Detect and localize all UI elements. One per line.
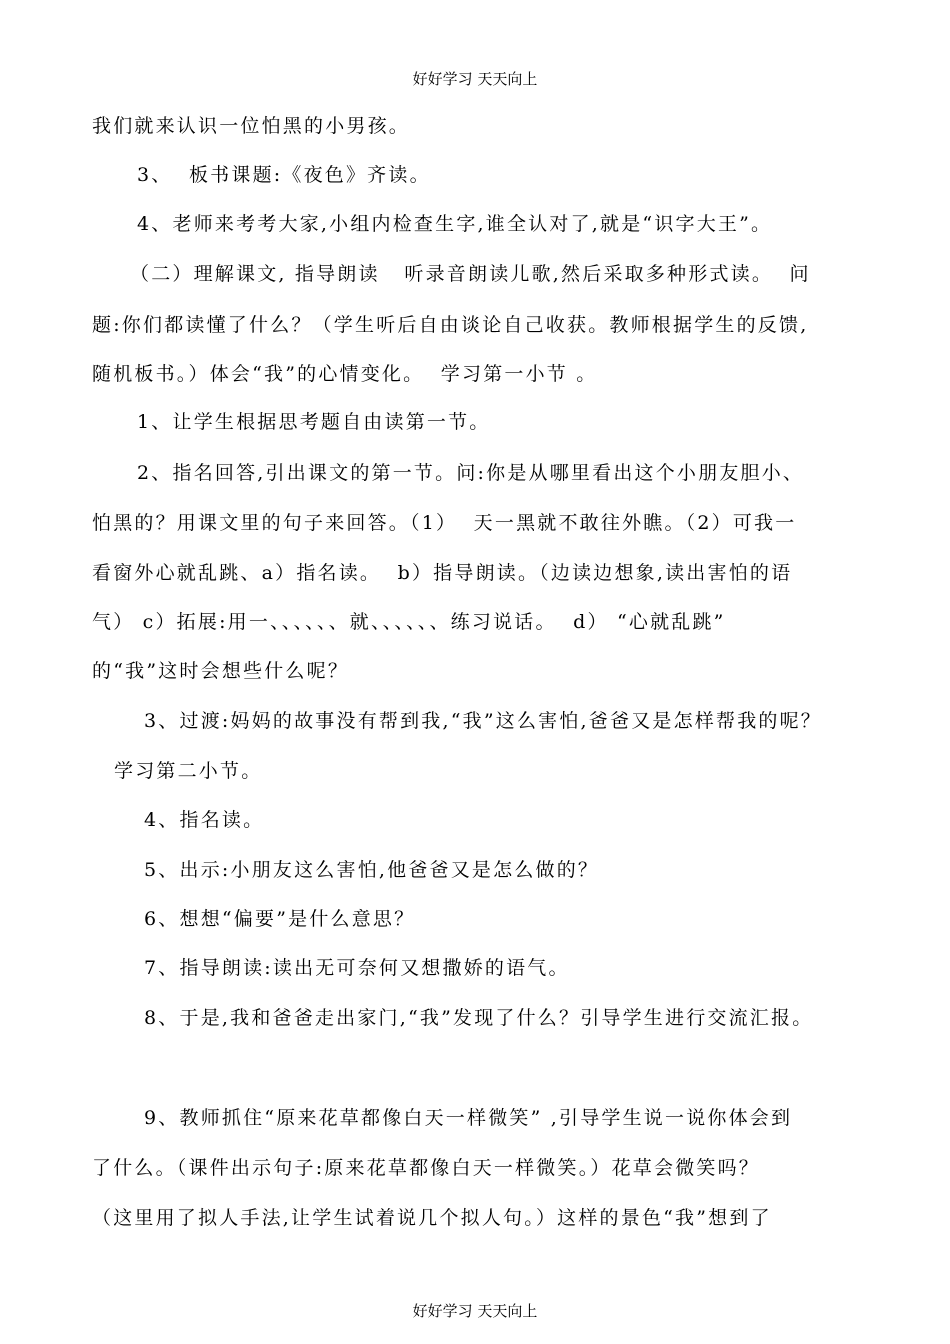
body-line: （二）理解课文, 指导朗读 听录音朗读儿歌,然后采取多种形式读。 问 bbox=[130, 263, 811, 285]
body-line: 4、指名读。 bbox=[144, 809, 265, 831]
body-line: 我们就来认识一位怕黑的小男孩。 bbox=[92, 115, 411, 137]
body-line: 2、指名回答,引出课文的第一节。问:你是从哪里看出这个小朋友胆小、 bbox=[137, 462, 805, 484]
body-line: （这里用了拟人手法,让学生试着说几个拟人句。）这样的景色“我”想到了 bbox=[92, 1207, 772, 1229]
body-line: 了什么。（课件出示句子:原来花草都像白天一样微笑。）花草会微笑吗？ bbox=[92, 1157, 761, 1179]
body-line: 9、教师抓住“原来花草都像白天一样微笑” ,引导学生说一说你体会到 bbox=[144, 1107, 793, 1129]
body-line: 4、老师来考考大家,小组内检查生字,谁全认对了,就是“识字大王”。 bbox=[137, 213, 773, 235]
body-line: 看窗外心就乱跳、a）指名读。 b）指导朗读。（边读边想象,读出害怕的语 bbox=[92, 562, 793, 584]
body-line: 怕黑的？用课文里的句子来回答。（1） 天一黑就不敢往外瞧。（2）可我一 bbox=[92, 512, 797, 534]
body-line: 1、让学生根据思考题自由读第一节。 bbox=[137, 411, 491, 433]
page-footer: 好好学习 天天向上 bbox=[412, 1302, 538, 1320]
body-line: 的“我”这时会想些什么呢？ bbox=[92, 660, 350, 682]
body-line: 8、于是,我和爸爸走出家门,“我”发现了什么？引导学生进行交流汇报。 bbox=[144, 1007, 814, 1029]
page-header: 好好学习 天天向上 bbox=[412, 70, 538, 88]
body-line: 3、 板书课题:《夜色》齐读。 bbox=[137, 164, 431, 186]
body-line: 学习第二小节。 bbox=[114, 760, 263, 782]
body-line: 随机板书。）体会“我”的心情变化。 学习第一小节 。 bbox=[92, 363, 598, 385]
body-line: 题:你们都读懂了什么？（学生听后自由谈论自己收获。教师根据学生的反馈, bbox=[92, 314, 809, 336]
body-line: 3、过渡:妈妈的故事没有帮到我,“我”这么害怕,爸爸又是怎样帮我的呢？ bbox=[144, 710, 822, 732]
body-line: 6、想想“偏要”是什么意思？ bbox=[144, 908, 416, 930]
body-line: 7、指导朗读:读出无可奈何又想撒娇的语气。 bbox=[144, 957, 570, 979]
body-line: 气） c）拓展:用一、、、、、、就、、、、、、练习说话。 d） “心就乱跳” bbox=[92, 611, 726, 633]
body-line: 5、出示:小朋友这么害怕,他爸爸又是怎么做的？ bbox=[144, 859, 600, 881]
